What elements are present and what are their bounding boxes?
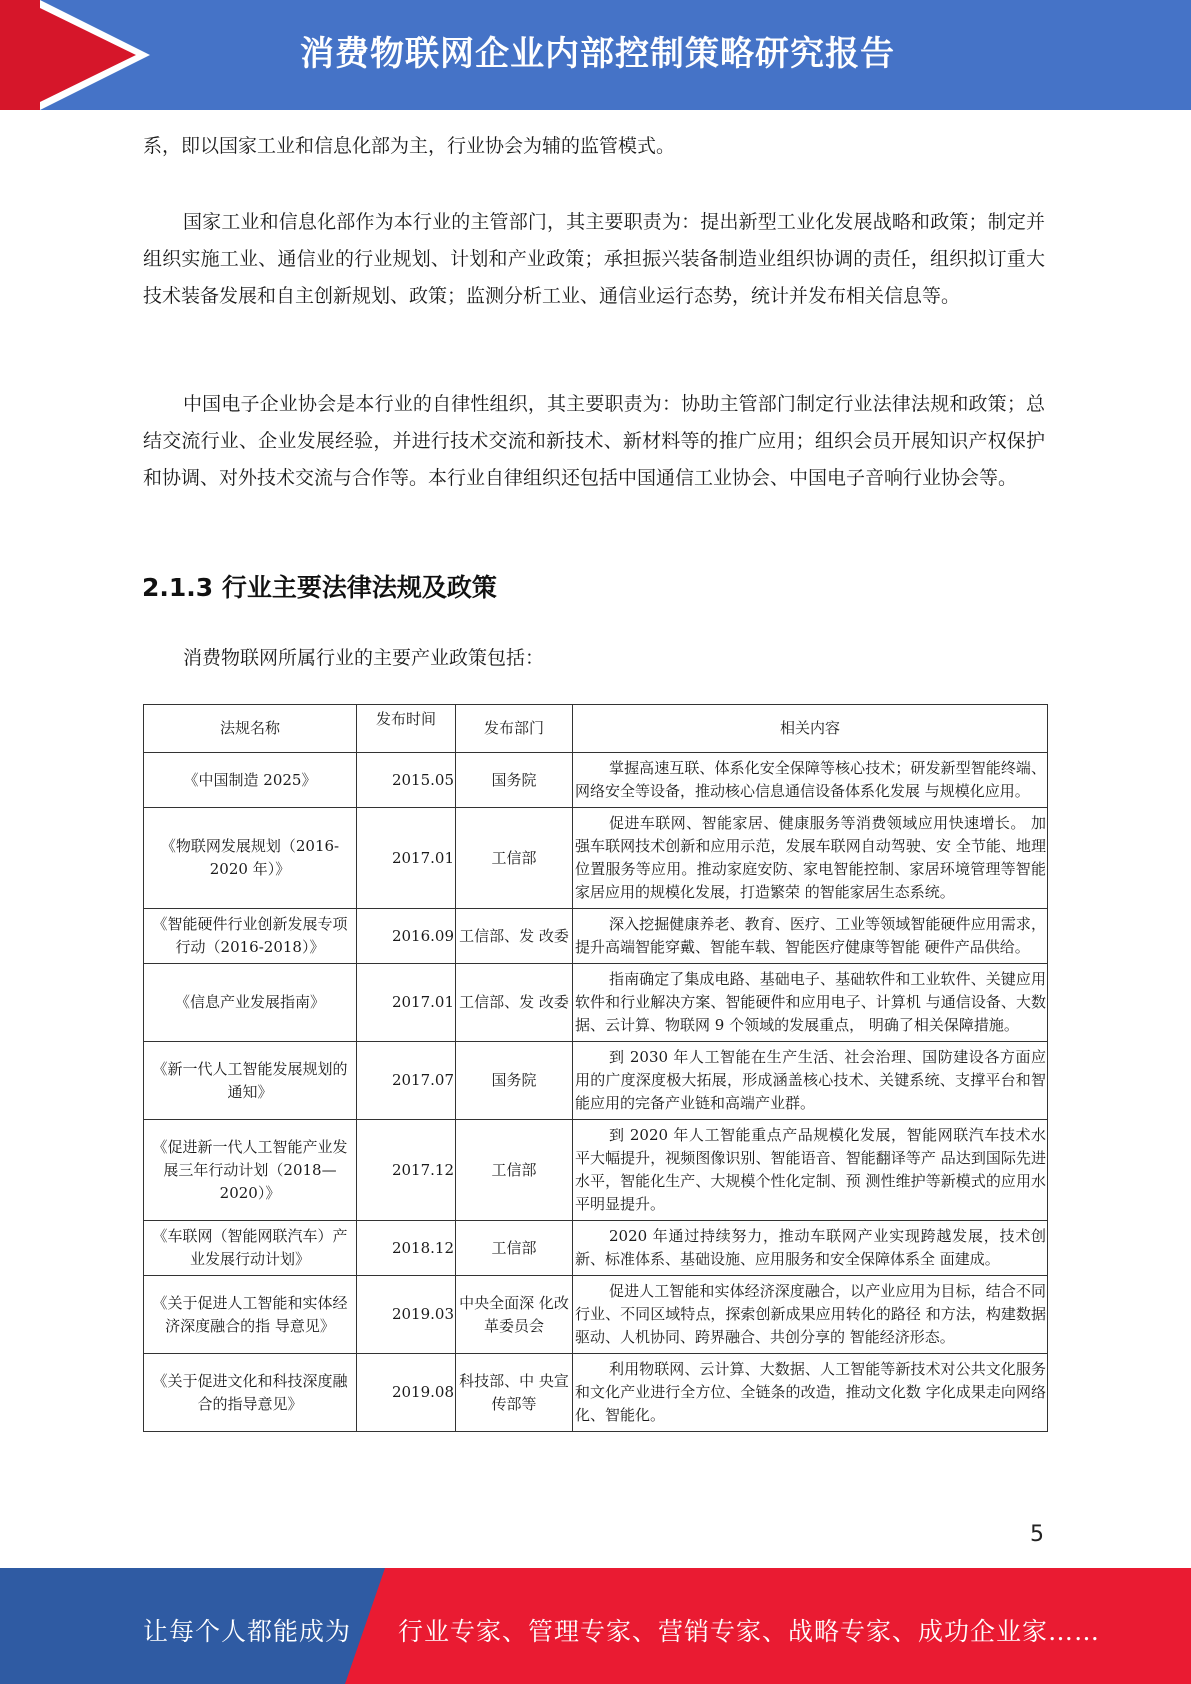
table-row [144,1354,1048,1432]
policy-date: 2017.01 [357,964,456,1042]
page-header [0,0,1191,110]
header-content: 相关内容 [573,705,1048,753]
header-red-block [0,0,40,110]
policy-dept: 国务院 [456,1042,573,1120]
table-row [144,909,1048,964]
footer-slogan-left: 让每个人都能成为 [143,1617,352,1646]
policy-date: 2015.05 [357,753,456,808]
policy-content-text: 利用物联网、云计算、大数据、人工智能等新技术对公共文化服务和文化产业进行全方位、全链条的改造，推动文化数 字化成果走向网络化、智能化。 [575,1360,1046,1424]
table-row [144,1042,1048,1120]
policy-date: 2017.01 [357,808,456,909]
policy-dept: 工信部、发 改委 [456,964,573,1042]
policy-date: 2017.12 [357,1120,456,1221]
page-number: 5 [1030,1522,1044,1547]
policy-content [573,1276,1048,1354]
header-chevron-inner [40,8,136,102]
policy-date: 2017.07 [357,1042,456,1120]
policy-content [573,753,1048,808]
policy-dept: 工信部 [456,808,573,909]
policy-name: 《智能硬件行业创新发展专项行动（2016-2018）》 [144,909,357,964]
page-footer [0,1568,1191,1684]
policy-name: 《关于促进人工智能和实体经济深度融合的指 导意见》 [144,1276,357,1354]
policy-content-text: 深入挖掘健康养老、教育、医疗、工业等领域智能硬件应用需求，提升高端智能穿戴、智能车载、智能医疗健康等智能 硬件产品供给。 [575,915,1046,956]
policy-name: 《车联网（智能网联汽车）产业发展行动计划》 [144,1221,357,1276]
paragraph-2: 国家工业和信息化部作为本行业的主管部门，其主要职责为：提出新型工业化发展战略和政策；制定并组织实施工业、通信业的行业规划、计划和产业政策；承担振兴装备制造业组织协调的责任，组织拟订重大技术装备发展和自主创新规划、政策；监测分析工业、通信业运行态势，统计并发布相关信息等。 [143,211,1045,307]
table-row [144,1120,1048,1221]
header-name: 法规名称 [144,705,357,753]
policy-content [573,1042,1048,1120]
policy-name: 《关于促进文化和科技深度融合的指导意见》 [144,1354,357,1432]
policy-date: 2019.03 [357,1276,456,1354]
policy-dept: 科技部、中 央宣传部等 [456,1354,573,1432]
policy-name: 《促进新一代人工智能产业发展三年行动计划（2018—2020）》 [144,1120,357,1221]
table-header-row [144,705,1048,753]
policy-date: 2019.08 [357,1354,456,1432]
policy-name: 《物联网发展规划（2016-2020 年）》 [144,808,357,909]
policy-content [573,1120,1048,1221]
policy-table [143,704,1048,1432]
table-page-break [143,1508,1048,1548]
report-title: 消费物联网企业内部控制策略研究报告 [300,34,895,74]
policy-content-text: 促进车联网、智能家居、健康服务等消费领域应用快速增长。 加强车联网技术创新和应用示范，发展车联网自动驾驶、安 全节能、地理位置服务等应用。推动家庭安防、家电智能控制、家居环境管理等智能家居应用的规模化发展，打造繁荣 的智能家居生态系统。 [575,814,1046,901]
policy-content-text: 到 2030 年人工智能在生产生活、社会治理、国防建设各方面应用的广度深度极大拓展，形成涵盖核心技术、关键系统、支撑平台和智能应用的完备产业链和高端产业群。 [575,1048,1046,1112]
policy-date: 2018.12 [357,1221,456,1276]
footer-slogan-right: 行业专家、管理专家、营销专家、战略专家、成功企业家…… [398,1617,1101,1646]
policy-content-text: 促进人工智能和实体经济深度融合，以产业应用为目标，结合不同行业、不同区域特点，探索创新成果应用转化的路径 和方法，构建数据驱动、人机协同、跨界融合、共创分享的 智能经济形态。 [575,1282,1046,1346]
policy-content-text: 指南确定了集成电路、基础电子、基础软件和工业软件、关键应用软件和行业解决方案、智能硬件和应用电子、计算机 与通信设备、大数据、云计算、物联网 9 个领域的发展重点， 明确了相关保障措施。 [575,970,1046,1034]
table-row [144,808,1048,909]
section-heading: 2.1.3 行业主要法律法规及政策 [142,573,497,602]
policy-content-text: 掌握高速互联、体系化安全保障等核心技术；研发新型智能终端、网络安全等设备，推动核心信息通信设备体系化发展 与规模化应用。 [575,759,1046,800]
policy-content [573,909,1048,964]
table-row [144,1221,1048,1276]
header-date: 发布时间 [357,705,456,753]
policy-content-text: 2020 年通过持续努力，推动车联网产业实现跨越发展，技术创新、标准体系、基础设施、应用服务和安全保障体系全 面建成。 [575,1227,1046,1268]
policy-content [573,1354,1048,1432]
paragraph-3: 中国电子企业协会是本行业的自律性组织，其主要职责为：协助主管部门制定行业法律法规和政策；总结交流行业、企业发展经验，并进行技术交流和新技术、新材料等的推广应用；组织会员开展知识产权保护和协调、对外技术交流与合作等。本行业自律组织还包括中国通信工业协会、中国电子音响行业协会等。 [143,393,1045,489]
policy-dept: 工信部 [456,1120,573,1221]
paragraph-1: 系，即以国家工业和信息化部为主，行业协会为辅的监管模式。 [143,135,676,157]
policy-dept: 工信部 [456,1221,573,1276]
table-row [144,964,1048,1042]
policy-dept: 国务院 [456,753,573,808]
header-dept: 发布部门 [456,705,573,753]
policy-content [573,1221,1048,1276]
policy-date: 2016.09 [357,909,456,964]
policy-content [573,808,1048,909]
policy-content [573,964,1048,1042]
policy-content-text: 到 2020 年人工智能重点产品规模化发展，智能网联汽车技术水平大幅提升，视频图像识别、智能语音、智能翻译等产 品达到国际先进水平，智能化生产、大规模个性化定制、预 测性维护等新模式的应用水平明显提升。 [575,1126,1046,1213]
policy-name: 《中国制造 2025》 [144,753,357,808]
section-intro: 消费物联网所属行业的主要产业政策包括： [183,647,545,669]
policy-name: 《新一代人工智能发展规划的通知》 [144,1042,357,1120]
policy-name: 《信息产业发展指南》 [144,964,357,1042]
table-row [144,753,1048,808]
table-row [144,1276,1048,1354]
policy-dept: 中央全面深 化改革委员会 [456,1276,573,1354]
policy-dept: 工信部、发 改委 [456,909,573,964]
